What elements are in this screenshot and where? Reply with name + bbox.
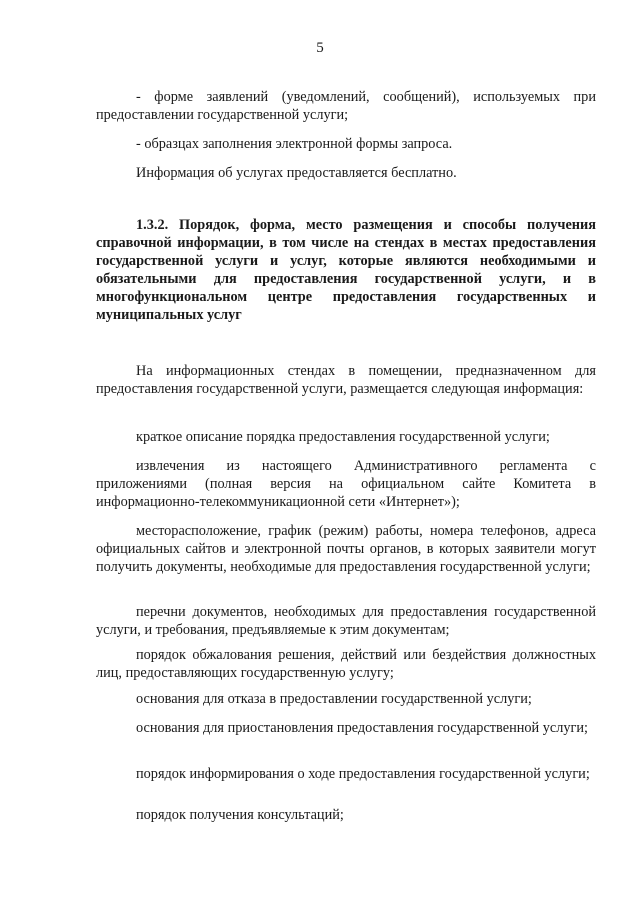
section-heading: 1.3.2. Порядок, форма, место размещения и способы получения справочной информации, в том числе на стендах в местах предоставления государственной услуги и услуг, которые являются необходимыми и обязательными для предоставления государственной услуги, и в многофункциональном центре предоставления государственных и муниципальных услуг	[96, 217, 596, 323]
intro-paragraph-1: - форме заявлений (уведомлений, сообщений), используемых при предоставлении государственной услуги;	[96, 89, 596, 123]
intro-paragraph-2: - образцах заполнения электронной формы запроса.	[136, 136, 453, 152]
stand-item-7: основания для приостановления предоставления государственной услуги;	[136, 720, 589, 736]
stand-item-2: извлечения из настоящего Административного регламента с приложениями (полная версия на официальном сайте Комитета в информационно-телекоммуникационной сети «Интернет»);	[96, 458, 596, 510]
stand-item-8: порядок информирования о ходе предоставления государственной услуги;	[136, 766, 590, 782]
stand-intro-paragraph: На информационных стендах в помещении, предназначенном для предоставления государственной услуги, размещается следующая информация:	[96, 363, 596, 397]
stand-item-1: краткое описание порядка предоставления государственной услуги;	[136, 429, 550, 445]
stand-item-5: порядок обжалования решения, действий или бездействия должностных лиц, предоставляющих государственную услугу;	[96, 647, 596, 681]
page-number: 5	[316, 40, 324, 56]
stand-item-6: основания для отказа в предоставлении государственной услуги;	[136, 691, 532, 707]
stand-item-9: порядок получения консультаций;	[136, 807, 344, 823]
stand-item-4: перечни документов, необходимых для предоставления государственной услуги, и требования, предъявляемые к этим документам;	[96, 604, 596, 638]
intro-paragraph-3: Информация об услугах предоставляется бесплатно.	[136, 165, 457, 181]
stand-item-3: месторасположение, график (режим) работы, номера телефонов, адреса официальных сайтов и электронной почты органов, в которых заявители могут получить документы, необходимые для предоставления государственной услуги;	[96, 523, 596, 575]
